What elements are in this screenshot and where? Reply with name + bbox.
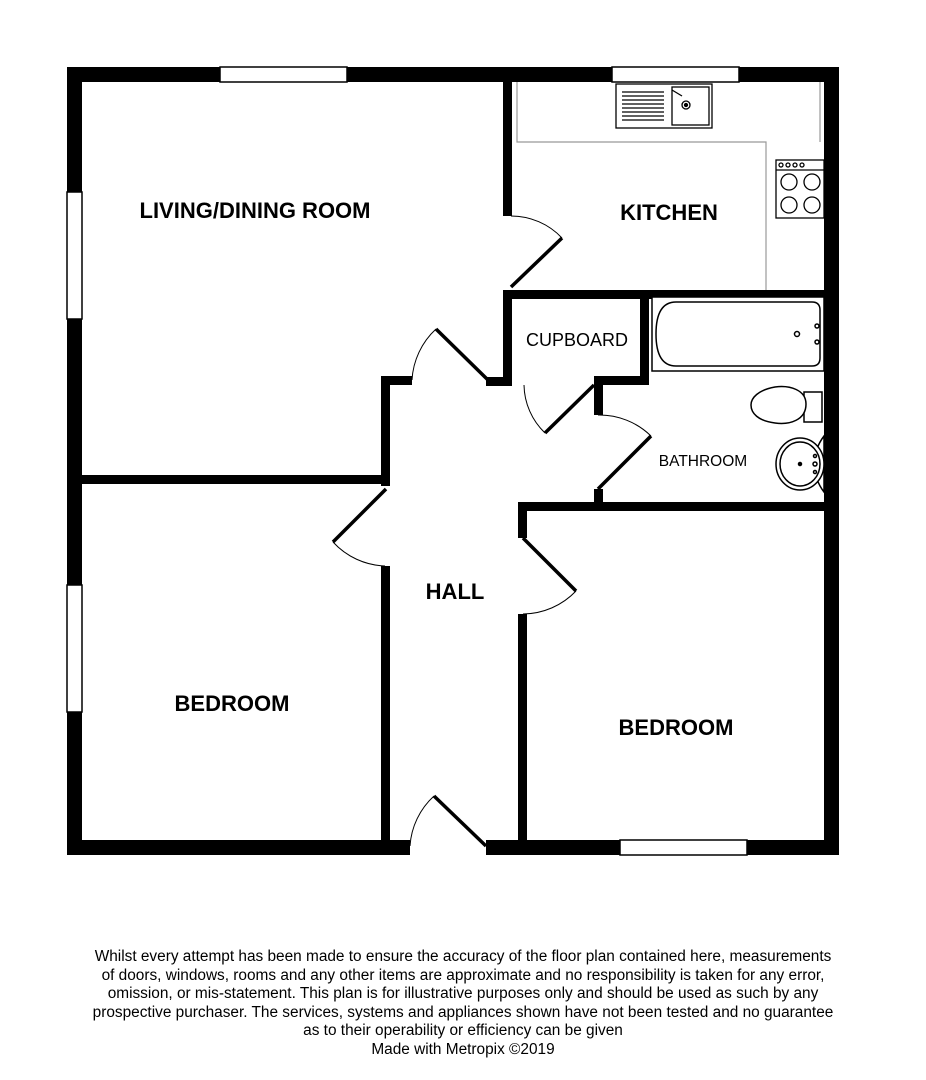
front-door-swing xyxy=(410,796,434,846)
doors xyxy=(333,216,651,846)
kitchen-label: KITCHEN xyxy=(620,200,718,225)
door-bedroom-left-swing xyxy=(333,542,385,566)
door-bathroom-leaf xyxy=(598,436,651,489)
door-bathroom-swing xyxy=(598,415,651,436)
front-door-leaf xyxy=(434,796,486,846)
kitchen-fittings xyxy=(517,82,824,290)
door-living-leaf xyxy=(436,329,488,380)
cupboard-label: CUPBOARD xyxy=(525,330,629,350)
hob-icon xyxy=(776,160,824,218)
bedroom-right-label: BEDROOM xyxy=(618,715,734,740)
door-bedroom-left-leaf xyxy=(333,489,386,542)
window-living-top xyxy=(220,67,347,82)
door-kitchen-swing xyxy=(511,216,562,238)
bedroom-left-label: BEDROOM xyxy=(174,691,290,716)
hall-label: HALL xyxy=(425,579,485,604)
bath-icon xyxy=(652,297,824,371)
bathroom-label: BATHROOM xyxy=(658,453,748,470)
disclaimer-line: omission, or mis-statement. This plan is for illustrative purposes only and should be used as such by any xyxy=(107,985,819,1003)
living-dining-room-label: LIVING/DINING ROOM xyxy=(139,198,371,223)
disclaimer-line: Whilst every attempt has been made to ensure the accuracy of the floor plan contained here, measurements xyxy=(94,948,832,965)
door-kitchen-leaf xyxy=(511,238,562,287)
door-bedroom-right-leaf xyxy=(523,538,576,591)
disclaimer-line: prospective purchaser. The services, systems and appliances shown have not been tested and no guarantee xyxy=(92,1003,834,1021)
door-cupboard-swing xyxy=(524,385,545,433)
door-cupboard-leaf xyxy=(545,385,594,433)
credit-line: Made with Metropix ©2019 xyxy=(371,1040,555,1058)
disclaimer-text xyxy=(20,948,906,1060)
window-bedroom-left xyxy=(67,585,82,712)
sink-icon xyxy=(616,84,712,128)
door-bedroom-right-swing xyxy=(523,591,576,614)
window-bedroom-bottom xyxy=(620,840,747,855)
toilet-icon xyxy=(751,387,822,424)
basin-icon xyxy=(776,436,824,492)
disclaimer-line: as to their operability or efficiency can be given xyxy=(303,1022,623,1040)
window-living-left xyxy=(67,192,82,319)
disclaimer-line: of doors, windows, rooms and any other items are approximate and no responsibility is taken for any error, xyxy=(101,966,825,984)
door-living-swing xyxy=(412,329,436,380)
window-kitchen-top xyxy=(612,67,739,82)
